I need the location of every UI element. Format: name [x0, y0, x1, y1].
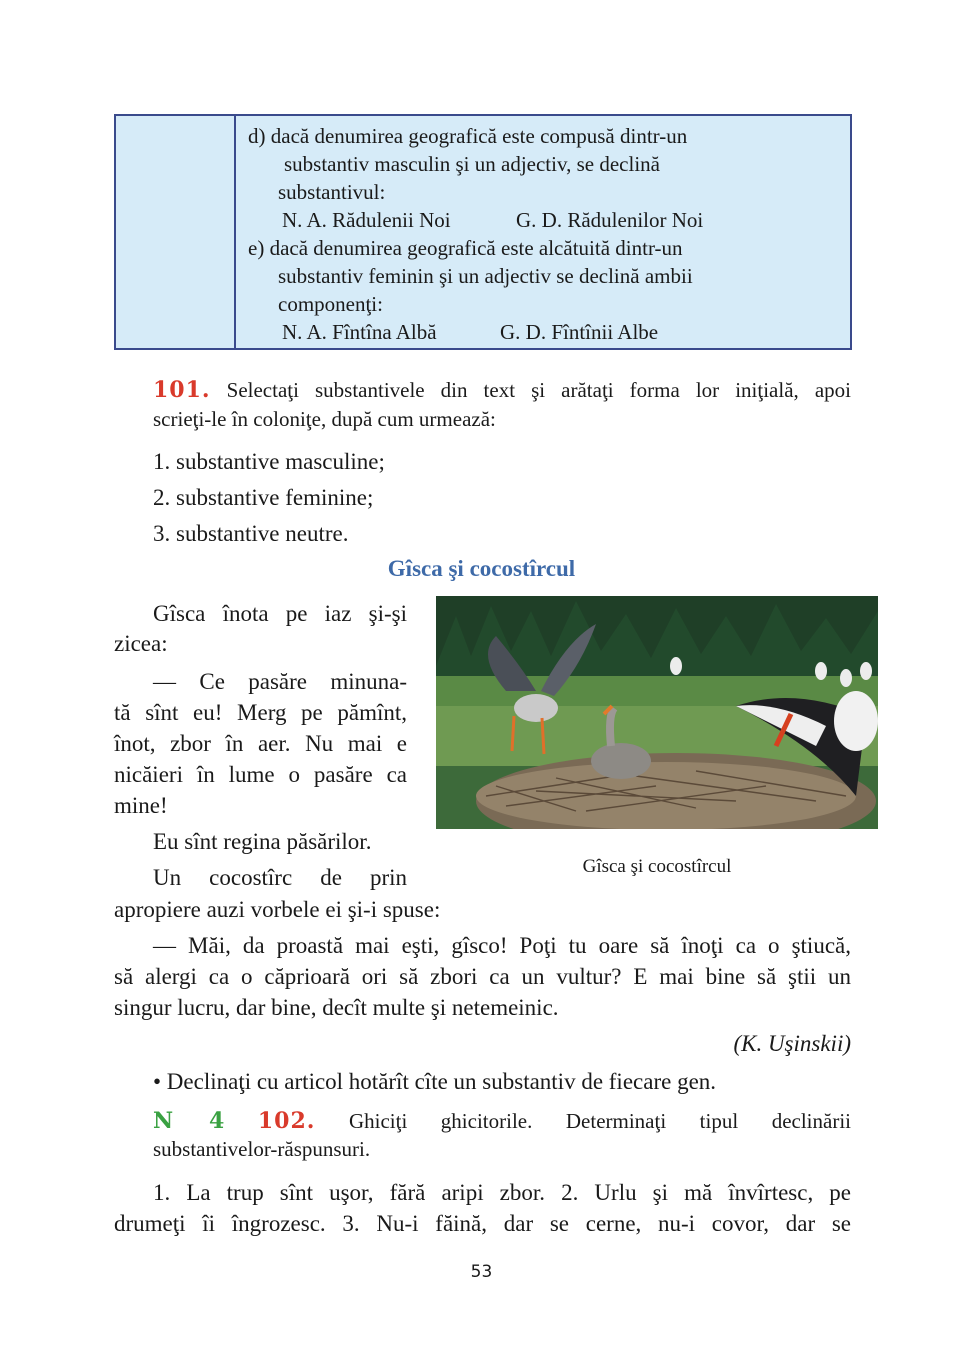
story-line: — Ce pasăre minuna- — [153, 669, 407, 694]
geese-storks-photo — [436, 596, 878, 829]
story-line: Eu sînt regina păsărilor. — [153, 829, 372, 854]
exercise-101-number: 101. — [153, 377, 211, 403]
rule-d-example-n: N. A. Rădulenii Noi — [282, 208, 451, 232]
rule-e-line2: substantiv feminin şi un adjectiv se declină ambii — [278, 264, 693, 288]
story-line: tă sînt eu! Merg pe pămînt, — [114, 700, 407, 725]
photo-illustration — [436, 596, 878, 829]
exercise-102-tag: N 4 — [153, 1108, 225, 1134]
exercise-102-line1 — [153, 1107, 851, 1135]
rule-d-line3: substantivul: — [278, 180, 386, 204]
story-line: — Măi, da proastă mai eşti, gîsco! Poţi tu oare să înoţi ca o ştiucă, — [153, 933, 851, 958]
rule-d-line2: substantiv masculin şi un adjectiv, se declină — [284, 152, 660, 176]
story-line: zicea: — [114, 631, 168, 656]
rule-box-left-column — [116, 116, 236, 348]
rule-d-example-g: G. D. Rădulenilor Noi — [516, 208, 704, 232]
story-title: Gîsca şi cocostîrcul — [387, 556, 576, 581]
exercise-102-instruction: Ghiciţi ghicitorile. Determinaţi tipul declinării — [348, 1109, 851, 1133]
task-bullet: • Declinaţi cu articol hotărît cîte un substantiv de fiecare gen. — [153, 1069, 717, 1094]
list-item: 1. substantive masculine; — [153, 449, 385, 474]
rule-e-example-n: N. A. Fîntîna Albă — [282, 320, 437, 344]
story-line: Un cocostîrc de prin — [153, 865, 407, 890]
list-item: 3. substantive neutre. — [153, 521, 349, 546]
story-line: apropiere auzi vorbele ei şi-i spuse: — [114, 897, 441, 922]
exercise-102-line2: substantivelor-răspunsuri. — [153, 1137, 371, 1161]
rule-e-line1: e) dacă denumirea geografică este alcătuită dintr-un — [248, 236, 683, 260]
exercise-101-line1 — [153, 376, 851, 404]
rule-e-example-g: G. D. Fîntînii Albe — [500, 320, 659, 344]
story-line: mine! — [114, 793, 168, 818]
exercise-102-number: 102. — [257, 1108, 316, 1134]
story-author: (K. Uşinskii) — [733, 1031, 851, 1056]
story-line: nicăieri în lume o pasăre ca — [114, 762, 407, 787]
photo-caption: Gîsca şi cocostîrcul — [582, 856, 732, 877]
exercise-101-line2: scrieţi-le în coloniţe, după cum urmează: — [153, 407, 496, 431]
exercise-101-instruction: Selectaţi substantivele din text şi arătaţi forma lor iniţială, apoi — [226, 378, 851, 402]
story-line: să alergi ca o căprioară ori să zbori ca un vultur? E mai bine să ştii un — [114, 964, 851, 989]
rule-e-line3: componenţi: — [278, 292, 383, 316]
rule-d-line1: d) dacă denumirea geografică este compusă dintr-un — [248, 124, 688, 148]
story-line: înot, zbor în aer. Nu mai e — [114, 731, 407, 756]
list-item: 2. substantive feminine; — [153, 485, 374, 510]
grammar-rule-box — [114, 114, 852, 350]
riddle-line: drumeţi îi îngrozesc. 3. Nu-i făină, dar se cerne, nu-i covor, dar se — [114, 1211, 851, 1236]
story-line: singur lucru, dar bine, decît multe şi netemeinic. — [114, 995, 559, 1020]
page-number: 53 — [470, 1262, 493, 1282]
story-line: Gîsca înota pe iaz şi-şi — [153, 601, 407, 626]
riddle-line: 1. La trup sînt uşor, fără aripi zbor. 2. Urlu şi mă învîrtesc, pe — [153, 1180, 851, 1205]
